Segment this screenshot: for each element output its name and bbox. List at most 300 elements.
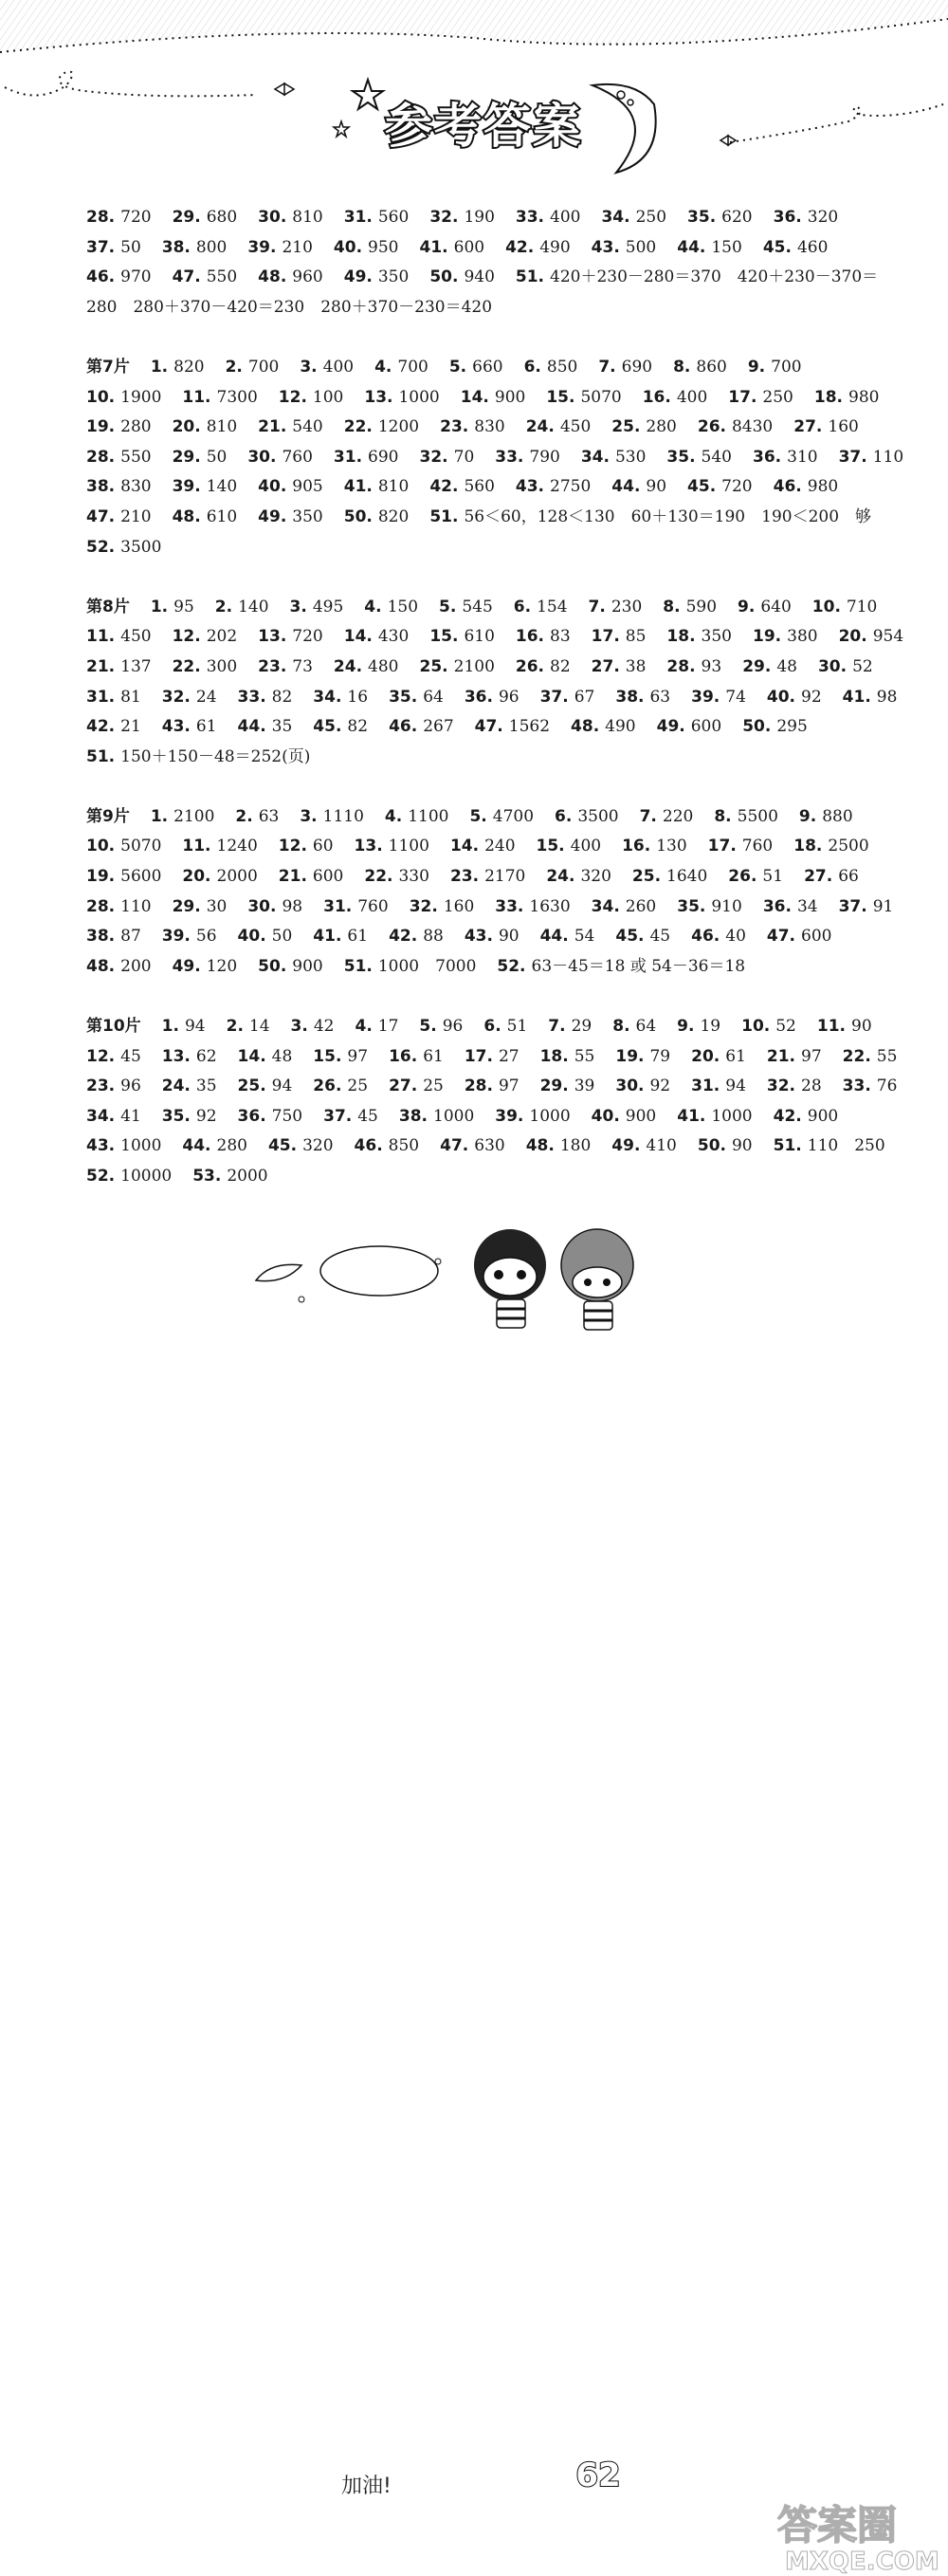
answer-value: 81	[120, 687, 141, 707]
question-number: 39.	[172, 477, 201, 497]
answer-value: 17	[377, 1017, 399, 1037]
answer-item	[173, 627, 238, 646]
answer-value: 1000 7000	[377, 956, 477, 976]
question-number: 51.	[773, 1136, 802, 1156]
question-number: 12.	[86, 1046, 116, 1066]
answer-item	[235, 807, 279, 826]
answer-item	[516, 267, 878, 286]
answer-item	[611, 417, 677, 436]
answer-item	[691, 688, 746, 707]
answer-item	[173, 507, 238, 526]
question-number: 37.	[539, 687, 569, 707]
answer-line	[86, 1042, 898, 1073]
answer-item	[691, 927, 746, 946]
answer-item	[162, 1076, 217, 1095]
answer-item	[86, 837, 161, 856]
answer-item	[774, 1136, 885, 1155]
question-number: 23.	[86, 1076, 116, 1096]
answer-value: 1000	[120, 1136, 162, 1156]
answer-value: 2100	[453, 656, 495, 676]
question-number: 12.	[278, 837, 307, 856]
answer-item	[279, 867, 344, 886]
question-number: 15.	[536, 837, 565, 856]
question-number: 15.	[546, 387, 575, 407]
watermark-logo: 答案圈	[777, 2502, 898, 2548]
answer-value: 830	[474, 417, 505, 437]
answer-value: 64	[635, 1017, 657, 1037]
answer-item	[589, 598, 643, 616]
answer-item	[691, 1076, 746, 1095]
answer-item	[663, 598, 717, 616]
answer-item	[774, 477, 839, 496]
question-number: 22.	[172, 656, 201, 676]
answer-value: 590	[685, 597, 718, 616]
answer-line	[86, 293, 892, 323]
answer-value: 41	[120, 1106, 141, 1126]
question-number: 16.	[515, 627, 545, 647]
answer-value: 38	[625, 656, 647, 676]
answer-item	[592, 238, 657, 257]
question-number: 2.	[225, 357, 243, 377]
answer-line	[86, 233, 892, 264]
answer-value: 140	[206, 477, 238, 497]
answer-item	[804, 867, 859, 886]
answer-line	[86, 533, 892, 563]
answer-item	[546, 867, 611, 886]
answer-value: 2000	[227, 1167, 268, 1186]
answer-value: 280	[216, 1136, 247, 1156]
answer-item	[86, 267, 152, 286]
page-title: 参考答案	[385, 99, 582, 154]
answer-value: 202	[206, 627, 238, 647]
question-number: 51.	[429, 506, 459, 526]
question-number: 13.	[354, 837, 383, 856]
answer-item	[843, 1076, 898, 1095]
answer-item	[268, 1136, 334, 1155]
answer-value: 850	[388, 1136, 420, 1156]
answer-value: 540	[701, 447, 732, 467]
question-number: 33.	[515, 208, 545, 227]
question-number: 30.	[247, 896, 277, 916]
answer-item	[258, 507, 323, 526]
question-number: 44.	[182, 1136, 211, 1156]
answer-value: 954	[872, 627, 904, 647]
question-number: 48.	[172, 506, 201, 526]
answer-value: 810	[377, 477, 410, 497]
answer-item	[767, 688, 822, 707]
answer-item	[279, 388, 344, 407]
answer-item	[173, 208, 238, 227]
question-number: 3.	[300, 806, 318, 826]
answer-item	[469, 807, 534, 826]
question-number: 2.	[235, 806, 253, 826]
answer-line	[86, 892, 892, 923]
answer-value: 2170	[484, 867, 526, 887]
answer-value: 267	[423, 717, 454, 737]
answer-value: 45	[120, 1046, 141, 1066]
answer-value: 760	[357, 896, 389, 916]
answer-item	[344, 417, 419, 436]
question-number: 3.	[290, 1017, 308, 1037]
answer-value: 820	[173, 357, 205, 377]
answer-value: 35	[195, 1076, 217, 1096]
answer-value: 860	[696, 357, 727, 377]
answer-value: 61	[423, 1046, 444, 1066]
answer-item	[86, 957, 152, 976]
answer-value: 610	[464, 627, 495, 647]
answer-value: 110	[120, 896, 152, 916]
question-number: 34.	[601, 208, 630, 227]
answer-value: 94	[725, 1076, 746, 1096]
answer-value: 820	[377, 506, 410, 526]
question-number: 24.	[546, 867, 575, 887]
question-number: 10.	[811, 597, 841, 616]
question-number: 49.	[172, 956, 201, 976]
answer-item	[643, 388, 708, 407]
answer-value: 50	[120, 237, 141, 257]
answer-item	[173, 417, 238, 436]
question-number: 26.	[313, 1076, 342, 1096]
answer-value: 110	[872, 447, 904, 467]
answer-value: 2750	[550, 477, 592, 497]
answer-value: 880	[822, 806, 853, 826]
question-number: 45.	[762, 237, 792, 257]
answer-value: 88	[423, 927, 444, 947]
answer-item	[429, 507, 871, 526]
question-number: 10.	[741, 1017, 771, 1037]
answer-value: 900	[625, 1106, 657, 1126]
section-label: 第7片	[86, 357, 130, 377]
question-number: 30.	[258, 208, 287, 227]
question-number: 35.	[677, 896, 706, 916]
question-number: 5.	[439, 597, 457, 616]
question-number: 38.	[86, 477, 116, 497]
answer-item	[258, 627, 323, 646]
answer-value: 25	[347, 1076, 369, 1096]
question-number: 43.	[515, 477, 545, 497]
answer-item	[86, 867, 161, 886]
question-number: 35.	[666, 447, 696, 467]
answer-value: 600	[801, 927, 832, 947]
answer-item	[238, 717, 293, 736]
answer-line	[86, 743, 892, 773]
answer-value: 100	[312, 387, 344, 407]
answer-item	[505, 238, 571, 257]
answer-value: 61	[347, 927, 369, 947]
answer-item	[151, 807, 215, 826]
answer-value: 2000	[216, 867, 258, 887]
answer-line	[86, 503, 892, 533]
section-gap	[86, 322, 892, 353]
answer-value: 1000	[398, 387, 440, 407]
answer-value: 910	[711, 896, 742, 916]
answer-item	[86, 657, 152, 676]
answer-item	[247, 897, 302, 916]
answer-value: 710	[846, 597, 878, 616]
question-number: 42.	[773, 1106, 802, 1126]
answer-line	[86, 1012, 892, 1042]
answer-value: 280	[646, 417, 677, 437]
section-label: 第10片	[86, 1017, 141, 1037]
answer-item	[162, 688, 217, 707]
answer-item	[615, 927, 670, 946]
answer-item	[601, 208, 666, 227]
question-number: 48.	[525, 1136, 555, 1156]
answer-item	[592, 897, 657, 916]
answer-value: 550	[206, 267, 238, 287]
question-number: 34.	[591, 896, 620, 916]
answer-value: 52	[852, 656, 873, 676]
answer-value: 980	[807, 477, 839, 497]
answer-item	[677, 238, 742, 257]
question-number: 37.	[838, 896, 867, 916]
question-number: 44.	[539, 927, 569, 947]
answer-item	[449, 358, 503, 377]
question-number: 45.	[687, 477, 717, 497]
answer-value: 320	[807, 208, 839, 227]
answer-item	[516, 657, 571, 676]
answer-value: 54	[574, 927, 595, 947]
answer-item	[677, 897, 742, 916]
answer-value: 850	[546, 357, 578, 377]
answer-item	[611, 1136, 677, 1155]
answer-item	[364, 867, 429, 886]
answer-value: 30	[206, 896, 228, 916]
question-number: 49.	[611, 1136, 641, 1156]
answer-item	[774, 1107, 839, 1126]
answer-item	[238, 688, 293, 707]
answer-value: 280 280＋370－420＝230 280＋370－230＝420	[86, 297, 493, 317]
question-number: 33.	[495, 896, 524, 916]
answer-line	[86, 683, 898, 713]
answer-value: 63－45＝18 或 54－36＝18	[531, 956, 746, 976]
question-number: 11.	[182, 837, 211, 856]
answer-item	[344, 957, 477, 976]
answer-item	[429, 267, 495, 286]
question-number: 11.	[182, 387, 211, 407]
answer-item	[592, 627, 647, 646]
answer-item	[555, 807, 619, 826]
answer-item	[793, 417, 859, 436]
answer-value: 90	[851, 1017, 872, 1037]
answer-item	[355, 1017, 398, 1036]
question-number: 23.	[258, 656, 287, 676]
question-number: 46.	[86, 267, 116, 287]
question-number: 12.	[172, 627, 201, 647]
answer-value: 250	[635, 208, 667, 227]
question-number: 33.	[842, 1076, 871, 1096]
question-number: 16.	[622, 837, 651, 856]
answer-item	[162, 1017, 206, 1036]
question-number: 1.	[150, 597, 169, 616]
question-number: 23.	[440, 417, 469, 437]
answer-value: 200	[120, 956, 152, 976]
question-number: 38.	[161, 237, 191, 257]
question-number: 20.	[182, 867, 211, 887]
answer-item	[162, 238, 228, 257]
answer-item	[495, 897, 570, 916]
question-number: 29.	[172, 208, 201, 227]
question-number: 50.	[258, 956, 287, 976]
question-number: 45.	[267, 1136, 298, 1156]
answer-item	[162, 927, 217, 946]
answer-value: 1110	[322, 806, 364, 826]
answer-line	[86, 832, 892, 862]
answer-value: 55	[876, 1046, 898, 1066]
answer-value: 40	[725, 927, 746, 947]
answer-value: 67	[574, 687, 595, 707]
answer-item	[334, 448, 399, 467]
answer-item	[300, 358, 354, 377]
answer-item	[182, 1136, 247, 1155]
question-number: 27.	[793, 417, 823, 437]
answer-value: 25	[423, 1076, 444, 1096]
answer-value: 5070	[120, 837, 162, 856]
answer-value: 93	[701, 656, 722, 676]
answer-value: 550	[120, 447, 152, 467]
question-number: 32.	[161, 687, 191, 707]
answer-item	[537, 837, 602, 856]
answer-item	[344, 208, 410, 227]
answer-item	[227, 1017, 270, 1036]
question-number: 35.	[687, 208, 717, 227]
answer-value: 1000	[529, 1106, 571, 1126]
answer-line	[86, 443, 904, 473]
answer-value: 160	[443, 896, 475, 916]
question-number: 19.	[753, 627, 782, 647]
answer-item	[238, 1047, 293, 1066]
answer-value: 480	[368, 656, 399, 676]
answer-item	[86, 1076, 141, 1095]
answer-value: 42	[313, 1017, 335, 1037]
answer-value: 90	[498, 927, 520, 947]
answer-value: 8430	[731, 417, 774, 437]
answer-item	[344, 477, 410, 496]
question-number: 43.	[86, 1136, 116, 1156]
answer-item	[581, 448, 647, 467]
answer-item	[691, 1047, 746, 1066]
question-number: 4.	[364, 597, 382, 616]
answer-item	[182, 837, 257, 856]
answer-value: 810	[206, 417, 238, 437]
answer-value: 154	[537, 597, 568, 616]
answer-value: 700	[397, 357, 428, 377]
answer-item	[258, 477, 323, 496]
question-number: 41.	[313, 927, 342, 947]
answer-line	[86, 922, 892, 952]
answer-value: 905	[292, 477, 323, 497]
answer-item	[86, 1107, 141, 1126]
answer-item	[173, 477, 238, 496]
answer-item	[389, 688, 444, 707]
answer-item	[258, 208, 323, 227]
question-number: 48.	[86, 956, 116, 976]
answer-item	[592, 657, 647, 676]
answer-item	[540, 927, 595, 946]
answer-value: 21	[120, 717, 141, 737]
answer-item	[738, 598, 792, 616]
answer-item	[151, 358, 205, 377]
answer-item	[86, 208, 152, 227]
question-number: 27.	[389, 1076, 418, 1096]
answer-item	[258, 417, 323, 436]
answer-item	[763, 897, 818, 916]
answer-item	[817, 1017, 872, 1036]
watermark-url: MXQE.COM	[785, 2548, 939, 2576]
answer-value: 4700	[492, 806, 535, 826]
answer-line	[86, 353, 892, 383]
question-number: 40.	[258, 477, 287, 497]
answer-value: 35	[271, 717, 293, 737]
answer-value: 430	[377, 627, 410, 647]
answer-item	[753, 448, 818, 467]
answer-item	[86, 298, 492, 317]
answer-value: 3500	[120, 537, 162, 557]
question-number: 21.	[278, 867, 307, 887]
question-number: 26.	[728, 867, 757, 887]
answer-value: 680	[206, 208, 238, 227]
answer-value: 350	[377, 267, 410, 287]
question-number: 15.	[313, 1046, 342, 1066]
question-number: 41.	[343, 477, 373, 497]
answer-value: 400	[570, 837, 602, 856]
question-number: 39.	[247, 237, 277, 257]
question-number: 30.	[615, 1076, 645, 1096]
answer-value: 320	[302, 1136, 334, 1156]
answer-item	[86, 388, 161, 407]
answer-item	[385, 807, 449, 826]
answer-value: 240	[484, 837, 516, 856]
question-number: 21.	[766, 1046, 796, 1066]
question-number: 50.	[343, 506, 373, 526]
question-number: 23.	[449, 867, 480, 887]
question-number: 52.	[86, 1167, 116, 1186]
answer-item	[313, 927, 368, 946]
answer-value: 98	[282, 896, 303, 916]
section-gap	[86, 562, 892, 593]
answer-line	[86, 862, 892, 892]
answer-value: 380	[787, 627, 818, 647]
answer-value: 750	[271, 1106, 303, 1126]
question-number: 1.	[150, 357, 169, 377]
answer-item	[238, 1107, 303, 1126]
answer-item	[258, 267, 323, 286]
answer-item	[728, 867, 783, 886]
answer-item	[540, 1076, 595, 1095]
question-number: 46.	[389, 717, 418, 737]
answer-value: 60	[312, 837, 334, 856]
section-label: 第9片	[86, 806, 130, 826]
question-number: 14.	[460, 387, 489, 407]
answer-item	[344, 507, 410, 526]
answer-value: 410	[646, 1136, 677, 1156]
answer-value: 700	[771, 357, 802, 377]
question-number: 45.	[615, 927, 645, 947]
question-number: 40.	[237, 927, 266, 947]
question-number: 35.	[161, 1106, 191, 1126]
answer-value: 450	[120, 627, 152, 647]
answer-item	[364, 598, 418, 616]
answer-value: 1562	[508, 717, 551, 737]
answer-value: 1000	[711, 1106, 753, 1126]
answer-item	[226, 358, 280, 377]
answer-item	[592, 1107, 657, 1126]
answer-line	[86, 413, 892, 443]
answer-item	[162, 1107, 217, 1126]
answer-value: 760	[282, 447, 313, 467]
question-number: 51.	[86, 746, 116, 766]
question-number: 31.	[343, 208, 373, 227]
